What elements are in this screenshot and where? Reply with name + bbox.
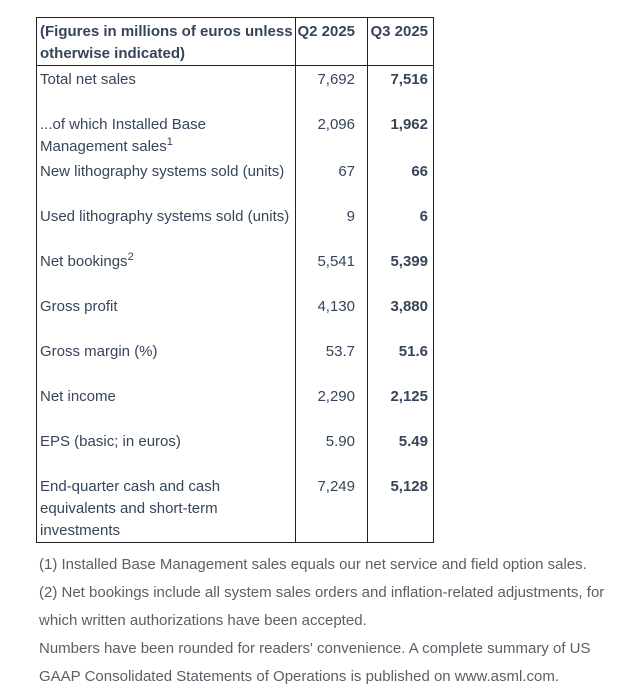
q3-value: 5,128 <box>368 473 434 543</box>
q3-value: 66 <box>368 158 434 203</box>
q3-value: 3,880 <box>368 293 434 338</box>
q3-value: 1,962 <box>368 111 434 158</box>
metric-label: End-quarter cash and cash equivalents and short-term investments <box>40 477 221 539</box>
q3-value: 5.49 <box>368 428 434 473</box>
table-row <box>37 111 434 158</box>
figures-note-header: (Figures in millions of euros unless otherwise indicated) <box>37 18 296 66</box>
q2-value: 5.90 <box>296 428 368 473</box>
q3-value: 6 <box>368 203 434 248</box>
table-row <box>37 473 434 543</box>
q2-value: 2,290 <box>296 383 368 428</box>
q2-value: 2,096 <box>296 111 368 158</box>
footnote-line: (1) Installed Base Management sales equals our net service and field option sales. <box>39 555 587 573</box>
q2-value: 5,541 <box>296 248 368 293</box>
q3-value: 51.6 <box>368 338 434 383</box>
table-row <box>37 158 434 203</box>
metric-label: Total net sales <box>40 71 136 88</box>
footnotes <box>36 551 624 691</box>
table-row <box>37 66 434 111</box>
footnote-line: (2) Net bookings include all system sales orders and inflation-related adjustments, for <box>39 583 605 601</box>
metric-label: EPS (basic; in euros) <box>40 432 181 450</box>
q2-value: 9 <box>296 203 368 248</box>
metric-label: Gross profit <box>40 297 118 315</box>
footnote-line: GAAP Consolidated Statements of Operations is published on www.asml.com. <box>39 667 559 685</box>
q2-value: 4,130 <box>296 293 368 338</box>
metric-label: Net income <box>40 387 116 405</box>
metric-label: Gross margin (%) <box>40 342 158 360</box>
metric-label: Used lithography systems sold (units) <box>40 207 290 225</box>
metric-label: Net bookings$^2$ <box>40 250 134 270</box>
q3-2025-column-header: Q3 2025 <box>368 18 434 66</box>
quarterly-results-table <box>36 17 434 543</box>
table-row <box>37 428 434 473</box>
table-row <box>37 338 434 383</box>
table-header-row <box>37 18 434 66</box>
q2-value: 7,249 <box>296 473 368 543</box>
q2-value: 67 <box>296 158 368 203</box>
q3-value: 5,399 <box>368 248 434 293</box>
q3-value: 2,125 <box>368 383 434 428</box>
q2-2025-column-header: Q2 2025 <box>296 18 368 66</box>
table-body <box>37 66 434 543</box>
q2-value: 7,692 <box>296 66 368 111</box>
footnote-line: which written authorizations have been accepted. <box>39 611 367 629</box>
table-row <box>37 203 434 248</box>
footnote-line: Numbers have been rounded for readers' convenience. A complete summary of US <box>39 639 591 657</box>
q3-value: 7,516 <box>368 66 434 111</box>
q2-value: 53.7 <box>296 338 368 383</box>
metric-label: ...of which Installed Base Management sales$^1$ <box>40 115 206 155</box>
table-row <box>37 248 434 293</box>
table-row <box>37 293 434 338</box>
table-row <box>37 383 434 428</box>
metric-label: New lithography systems sold (units) <box>40 162 285 180</box>
